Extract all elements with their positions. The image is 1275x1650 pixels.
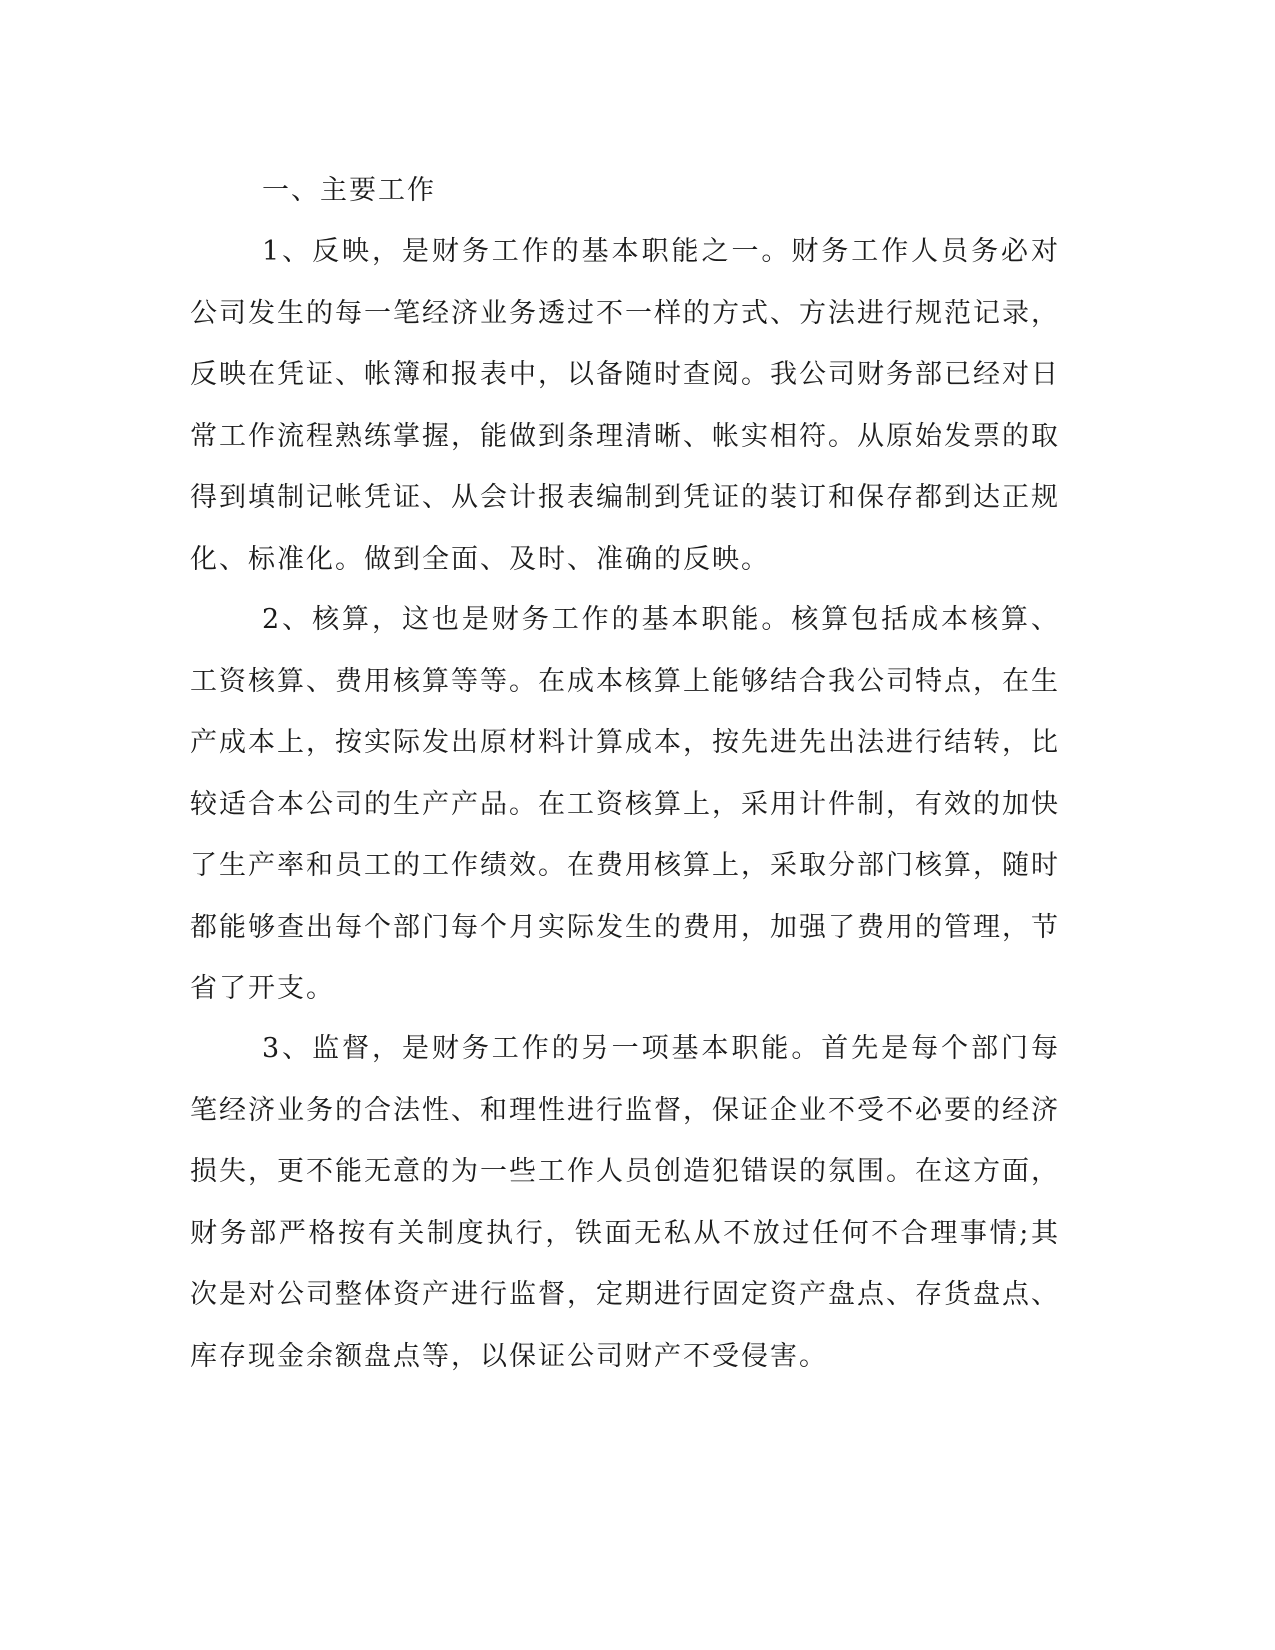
section-heading: 一、主要工作: [262, 175, 436, 206]
paragraph-reflection: 1、反映，是财务工作的基本职能之一。财务工作人员务必对公司发生的每一笔经济业务透过不一样的方式、方法进行规范记录，反映在凭证、帐簿和报表中，以备随时查阅。我公司财务部已经对日常工作流程熟练掌握，能做到条理清晰、帐实相符。从原始发票的取得到填制记帐凭证、从会计报表编制到凭证的装订和保存都到达正规化、标准化。做到全面、及时、准确的反映。: [190, 236, 1060, 575]
paragraph-block: [190, 221, 1060, 590]
paragraph-block: [190, 1018, 1060, 1387]
paragraph-accounting: 2、核算，这也是财务工作的基本职能。核算包括成本核算、工资核算、费用核算等等。在成本核算上能够结合我公司特点，在生产成本上，按实际发出原材料计算成本，按先进先出法进行结转，比较适合本公司的生产产品。在工资核算上，采用计件制，有效的加快了生产率和员工的工作绩效。在费用核算上，采取分部门核算，随时都能够查出每个部门每个月实际发生的费用，加强了费用的管理，节省了开支。: [190, 604, 1060, 1004]
paragraph-supervision: 3、监督，是财务工作的另一项基本职能。首先是每个部门每笔经济业务的合法性、和理性进行监督，保证企业不受不必要的经济损失，更不能无意的为一些工作人员创造犯错误的氛围。在这方面，财务部严格按有关制度执行，铁面无私从不放过任何不合理事情;其次是对公司整体资产进行监督，定期进行固定资产盘点、存货盘点、库存现金余额盘点等，以保证公司财产不受侵害。: [190, 1033, 1060, 1372]
paragraph-block: [190, 589, 1060, 1020]
